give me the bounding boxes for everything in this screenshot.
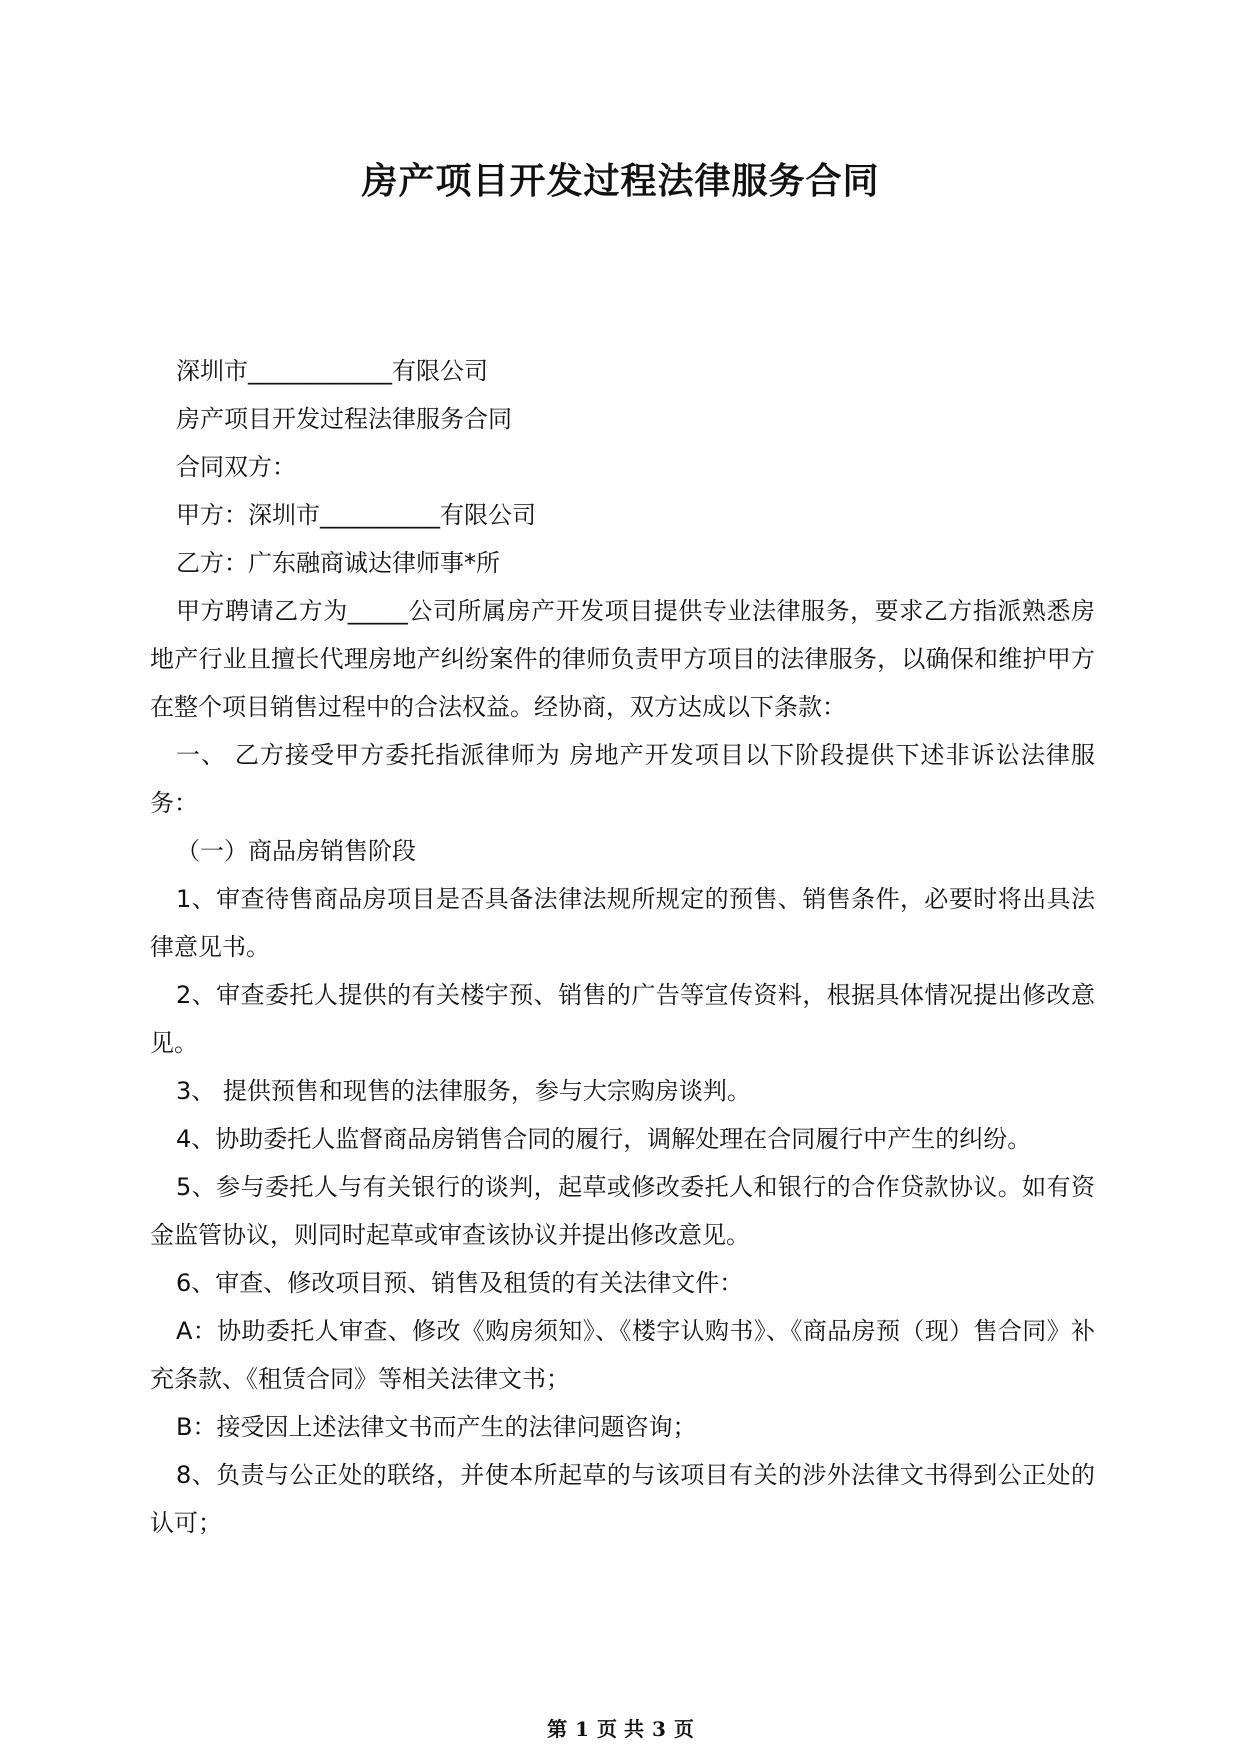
paragraph: 4、协助委托人监督商品房销售合同的履行，调解处理在合同履行中产生的纠纷。 (176, 1125, 1032, 1153)
paragraph: 3、 提供预售和现售的法律服务，参与大宗购房谈判。 (176, 1077, 751, 1105)
document-title: 房产项目开发过程法律服务合同 (361, 161, 880, 202)
page-number: 1 (575, 1717, 590, 1741)
page-footer (0, 1717, 1241, 1741)
paragraph: （一）商品房销售阶段 (176, 837, 416, 865)
paragraph: B：接受因上述法律文书而产生的法律问题咨询； (176, 1413, 697, 1441)
paragraph: 1、审查待售商品房项目是否具备法律法规所规定的预售、销售条件，必要时将出具法律意见书。 (150, 885, 1095, 961)
page-label-mid: 页 共 (597, 1717, 644, 1741)
page-label-suffix: 页 (673, 1717, 694, 1741)
paragraph: 甲方：深圳市__________有限公司 (176, 501, 536, 529)
total-pages: 3 (651, 1717, 666, 1741)
paragraph: 房产项目开发过程法律服务合同 (176, 405, 512, 433)
page-label-prefix: 第 (547, 1717, 568, 1741)
paragraph: 乙方：广东融商诚达律师事*所 (176, 549, 500, 577)
paragraph: 6、审查、修改项目预、销售及租赁的有关法律文件： (176, 1269, 744, 1297)
paragraph: A：协助委托人审查、修改《购房须知》、《楼宇认购书》、《商品房预（现）售合同》补充条款、《租赁合同》等相关法律文书； (150, 1317, 1095, 1393)
paragraph: 2、审查委托人提供的有关楼宇预、销售的广告等宣传资料，根据具体情况提出修改意见。 (150, 981, 1095, 1057)
document-body (150, 347, 1095, 1547)
paragraph: 一、 乙方接受甲方委托指派律师为 房地产开发项目以下阶段提供下述非诉讼法律服务： (150, 741, 1095, 817)
paragraph: 合同双方： (176, 453, 296, 481)
paragraph: 5、参与委托人与有关银行的谈判，起草或修改委托人和银行的合作贷款协议。如有资金监管协议，则同时起草或审查该协议并提出修改意见。 (150, 1173, 1095, 1249)
paragraph: 8、负责与公正处的联络，并使本所起草的与该项目有关的涉外法律文书得到公正处的认可； (150, 1461, 1095, 1537)
paragraph: 深圳市____________有限公司 (176, 357, 488, 385)
paragraph: 甲方聘请乙方为_____公司所属房产开发项目提供专业法律服务，要求乙方指派熟悉房地产行业且擅长代理房地产纠纷案件的律师负责甲方项目的法律服务，以确保和维护甲方在整个项目销售过程中的合法权益。经协商，双方达成以下条款： (150, 597, 1095, 721)
